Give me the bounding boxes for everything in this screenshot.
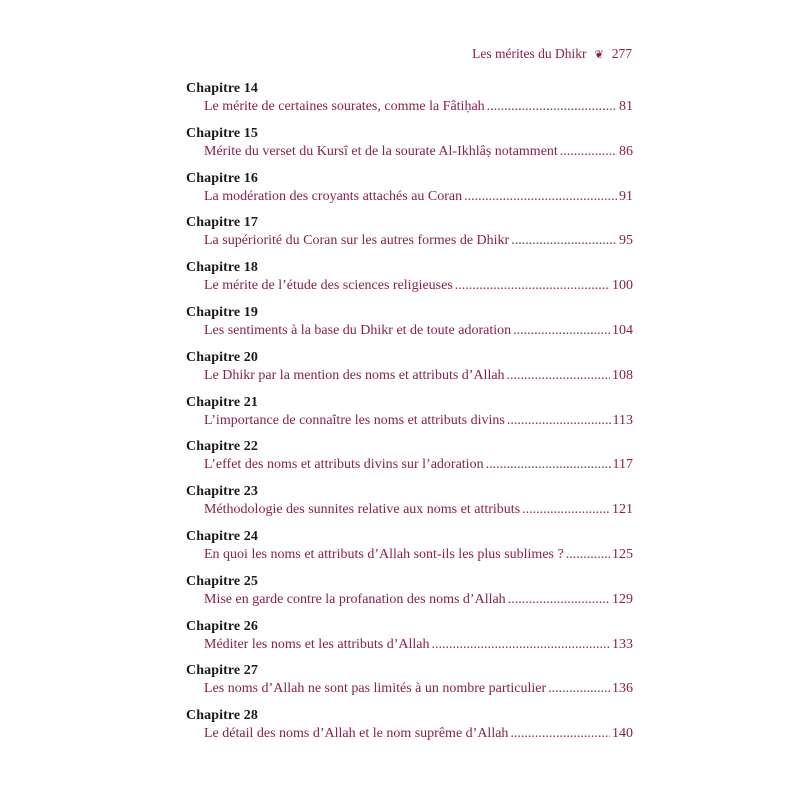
chapter-title: Méthodologie des sunnites relative aux noms et attributs [204,502,521,518]
chapter-line [204,188,633,206]
chapter-page-number: 133 [612,636,633,652]
chapter-label: Chapitre 19 [186,304,259,320]
chapter-line [204,367,633,385]
chapter-label: Chapitre 22 [186,439,259,455]
chapter-page-number: 121 [612,502,633,518]
dot-leader [464,188,617,206]
chapter-label: Chapitre 16 [186,170,259,186]
toc-entry [186,349,633,394]
chapter-label: Chapitre 18 [186,260,259,276]
chapter-line [204,680,633,698]
chapter-label: Chapitre 28 [186,708,259,724]
toc-entry [186,170,633,215]
toc-entry [186,707,633,752]
toc-entry [186,662,633,707]
dot-leader [486,456,611,474]
dot-leader [548,680,610,698]
chapter-title: Le mérite de l’étude des sciences religieuses [204,278,453,294]
chapter-page-number: 104 [612,322,633,338]
dot-leader [510,725,610,743]
chapter-page-number: 86 [619,143,633,159]
chapter-title: Le mérite de certaines sourates, comme la Fâtiḥah [204,99,485,114]
chapter-title: Méditer les noms et les attributs d’Allah [204,636,430,652]
running-header [472,46,632,62]
dot-leader [522,501,610,519]
chapter-title: Les sentiments à la base du Dhikr et de toute adoration [204,322,512,338]
ornament-icon: ❦ [594,48,604,61]
dot-leader [455,277,610,295]
dot-leader [560,143,617,161]
chapter-line [204,277,633,295]
toc-entry [186,394,633,439]
dot-leader [507,412,611,430]
toc-entry [186,618,633,663]
table-of-contents [186,80,633,752]
dot-leader [513,322,610,340]
chapter-title: Mise en garde contre la profanation des noms d’Allah [204,591,506,607]
toc-entry [186,304,633,349]
chapter-page-number: 117 [612,457,633,473]
dot-leader [508,591,610,609]
chapter-line [204,546,633,564]
chapter-page-number: 91 [619,188,633,204]
chapter-line [204,143,633,161]
dot-leader [487,98,617,116]
toc-entry [186,483,633,528]
chapter-label: Chapitre 20 [186,349,259,365]
toc-entry [186,573,633,618]
dot-leader [566,546,610,564]
chapter-page-number: 129 [612,591,633,607]
chapter-line [204,98,633,116]
chapter-line [204,636,633,654]
running-title: Les mérites du Dhikr [472,46,587,61]
chapter-label: Chapitre 17 [186,215,259,231]
chapter-title: Les noms d’Allah ne sont pas limités à un nombre particulier [204,681,547,697]
chapter-line [204,456,633,474]
chapter-label: Chapitre 27 [186,663,259,679]
toc-entry [186,80,633,125]
page-number: 277 [611,46,632,61]
toc-entry [186,528,633,573]
chapter-label: Chapitre 23 [186,484,259,500]
dot-leader [511,232,617,250]
chapter-title: En quoi les noms et attributs d’Allah sont-ils les plus sublimes ? [204,546,564,562]
toc-entry [186,438,633,483]
chapter-line [204,501,633,519]
chapter-line [204,412,633,430]
toc-entry [186,125,633,170]
chapter-line [204,232,633,250]
chapter-page-number: 108 [612,367,633,383]
dot-leader [432,636,610,654]
chapter-line [204,725,633,743]
chapter-title: Mérite du verset du Kursî et de la sourate Al-Ikhlâṣ notamment [204,143,558,159]
chapter-page-number: 136 [612,681,633,697]
chapter-title: Le Dhikr par la mention des noms et attributs d’Allah [204,367,505,383]
chapter-page-number: 100 [612,278,633,294]
chapter-label: Chapitre 21 [186,394,259,410]
dot-leader [507,367,610,385]
chapter-page-number: 125 [612,546,633,562]
chapter-title: La modération des croyants attachés au Coran [204,188,463,204]
chapter-label: Chapitre 25 [186,573,259,589]
chapter-label: Chapitre 26 [186,618,259,634]
chapter-label: Chapitre 15 [186,125,259,141]
chapter-line [204,322,633,340]
chapter-label: Chapitre 24 [186,528,259,544]
chapter-title: L’effet des noms et attributs divins sur l’adoration [204,457,484,473]
toc-entry [186,259,633,304]
chapter-label: Chapitre 14 [186,81,259,96]
chapter-line [204,591,633,609]
chapter-page-number: 113 [612,412,633,428]
toc-entry [186,214,633,259]
chapter-title: La supériorité du Coran sur les autres formes de Dhikr [204,233,510,249]
chapter-page-number: 140 [612,726,633,742]
chapter-page-number: 95 [619,233,633,249]
chapter-title: Le détail des noms d’Allah et le nom suprême d’Allah [204,726,509,742]
chapter-title: L’importance de connaître les noms et attributs divins [204,412,505,428]
chapter-page-number: 81 [619,99,633,114]
